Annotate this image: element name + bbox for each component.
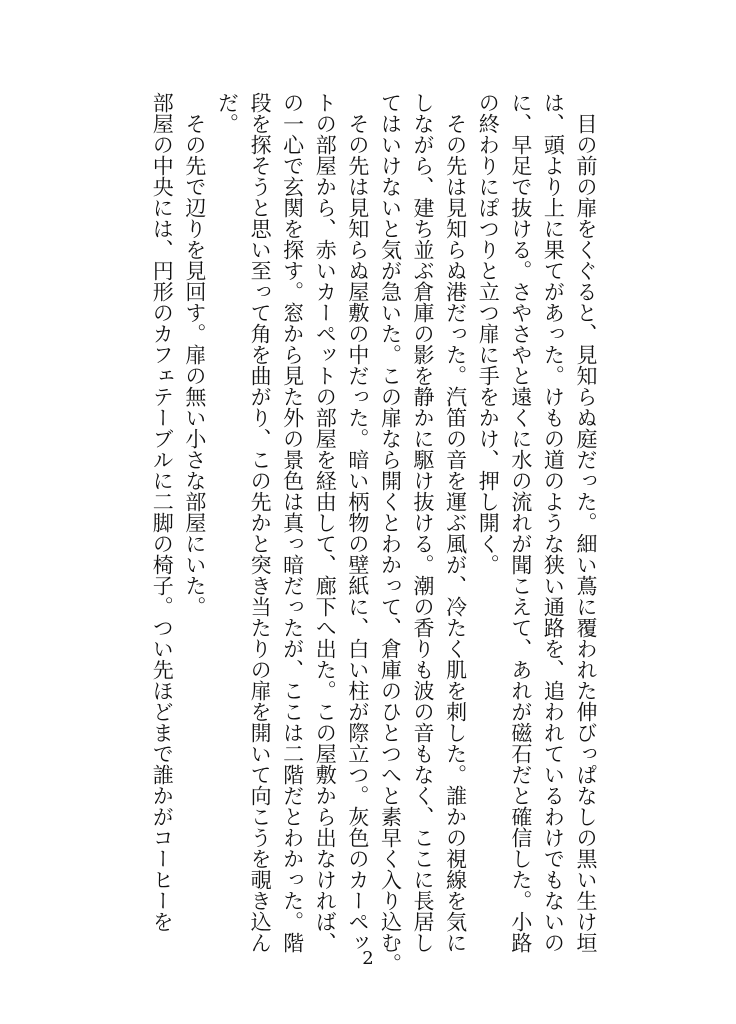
text-line: の終わりにぽつりと立つ扉に手をかけ、押し開く。 xyxy=(476,92,501,575)
text-line: に、早足で抜ける。さやさやと遠くに水の流れが聞こえて、あれが磁石だと確信した。小路 xyxy=(508,92,533,953)
text-line: しながら、建ち並ぶ倉庫の影を静かに駆け抜ける。潮の香りも波の音もなく、ここに長居し xyxy=(411,92,436,953)
text-line: その先は見知らぬ屋敷の中だった。暗い柄物の壁紙に、白い柱が際立つ。灰色のカーペッ xyxy=(345,92,370,953)
text-line: だ。 xyxy=(215,92,240,134)
text-line: てはいけないと気が急いた。この扉なら開くとわかって、倉庫のひとつへと素早く入り込む。 xyxy=(378,92,403,974)
text-line: その先は見知らぬ港だった。汽笛の音を運ぶ風が、冷たく肌を刺した。誰かの視線を気に xyxy=(443,92,468,953)
page-number: 2 xyxy=(362,948,374,969)
text-line: の一心で玄関を探す。窓から見た外の景色は真っ暗だったが、ここは二階だとわかった。階 xyxy=(280,92,305,953)
body-text xyxy=(146,92,602,974)
text-line: その先で辺りを見回す。扉の無い小さな部屋にいた。 xyxy=(182,92,207,617)
text-line: 部屋の中央には、円形のカフェテーブルに二脚の椅子。つい先ほどまで誰かがコーヒーを xyxy=(150,92,175,932)
text-line: 段を探そうと思い至って角を曲がり、この先かと突き当たりの扉を開いて向こうを覗き込ん xyxy=(248,92,273,953)
text-line: は、頭より上に果てがあった。けもの道のような狭い通路を、追われているわけでもないの xyxy=(541,92,566,953)
text-line: トの部屋から、赤いカーペットの部屋を経由して、廊下へ出た。この屋敷から出なければ、 xyxy=(313,92,338,953)
text-line: 目の前の扉をくぐると、見知らぬ庭だった。細い蔦に覆われた伸びっぱなしの黒い生け垣 xyxy=(574,92,598,953)
